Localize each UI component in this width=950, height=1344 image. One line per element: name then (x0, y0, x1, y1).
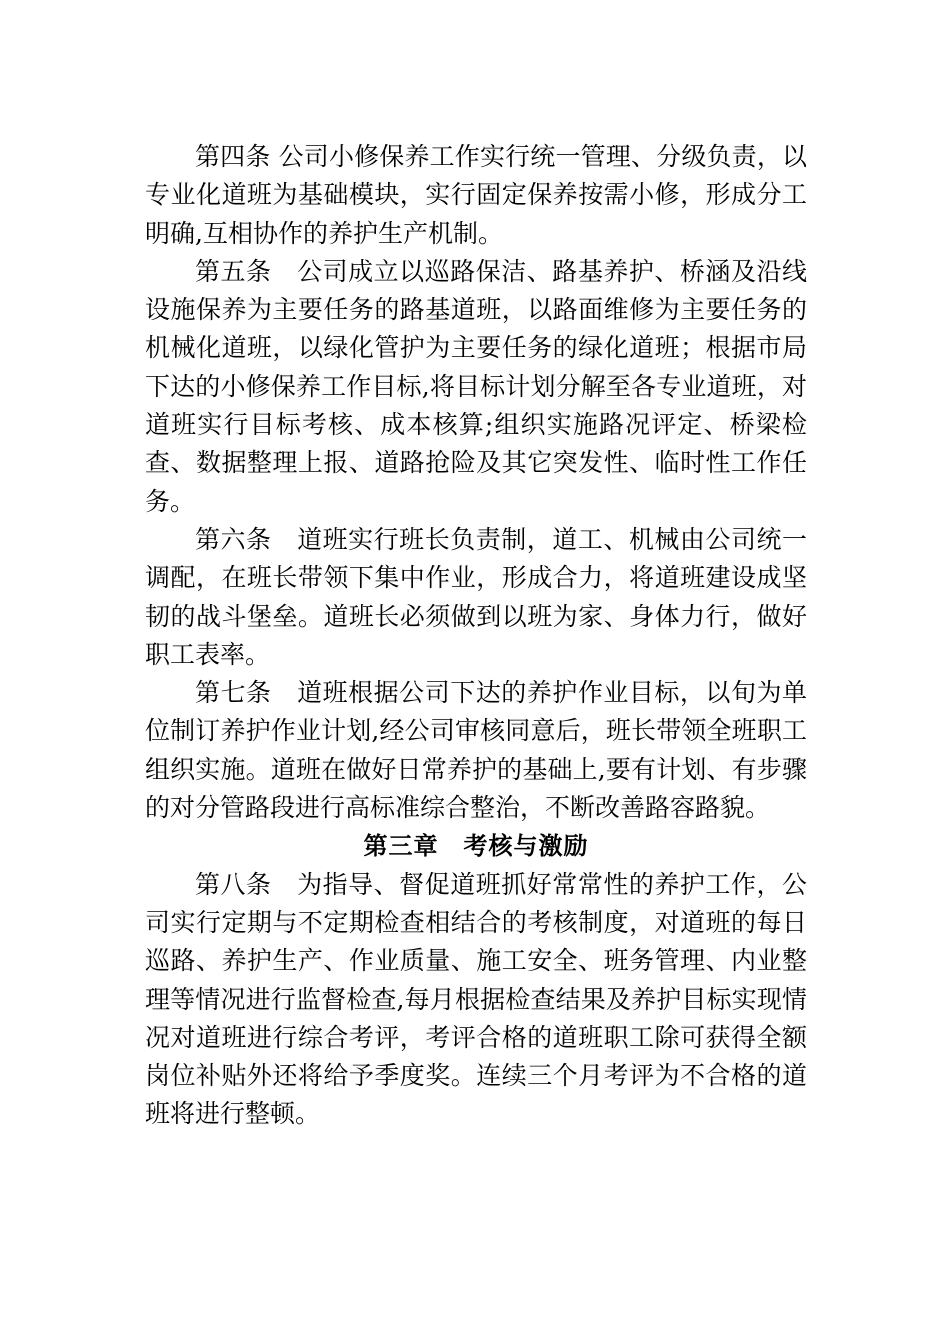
article-4-paragraph: 第四条 公司小修保养工作实行统一管理、分级负责，以专业化道班为基础模块，实行固定保养按需小修，形成分工明确,互相协作的养护生产机制。 (145, 142, 807, 248)
chapter-heading: 第三章 考核与激励 (363, 832, 589, 861)
document-page (145, 138, 807, 1134)
article-5-paragraph: 第五条 公司成立以巡路保洁、路基养护、桥涵及沿线设施保养为主要任务的路基道班，以路面维修为主要任务的机械化道班，以绿化管护为主要任务的绿化道班；根据市局下达的小修保养工作目标,将目标计划分解至各专业道班，对道班实行目标考核、成本核算;组织实施路况评定、桥梁检查、数据整理上报、道路抢险及其它突发性、临时性工作任务。 (145, 256, 807, 516)
article-6-paragraph: 第六条 道班实行班长负责制，道工、机械由公司统一调配，在班长带领下集中作业，形成合力，将道班建设成坚韧的战斗堡垒。道班长必须做到以班为家、身体力行，做好职工表率。 (145, 524, 807, 669)
article-8-paragraph: 第八条 为指导、督促道班抓好常常性的养护工作，公司实行定期与不定期检查相结合的考核制度，对道班的每日巡路、养护生产、作业质量、施工安全、班务管理、内业整理等情况进行监督检查,每月根据检查结果及养护目标实现情况对道班进行综合考评，考评合格的道班职工除可获得全额岗位补贴外还将给予季度奖。连续三个月考评为不合格的道班将进行整顿。 (145, 869, 807, 1129)
article-7-paragraph: 第七条 道班根据公司下达的养护作业目标，以旬为单位制订养护作业计划,经公司审核同意后，班长带领全班职工组织实施。道班在做好日常养护的基础上,要有计划、有步骤的对分管路段进行高标准综合整治，不断改善路容路貌。 (145, 678, 807, 823)
